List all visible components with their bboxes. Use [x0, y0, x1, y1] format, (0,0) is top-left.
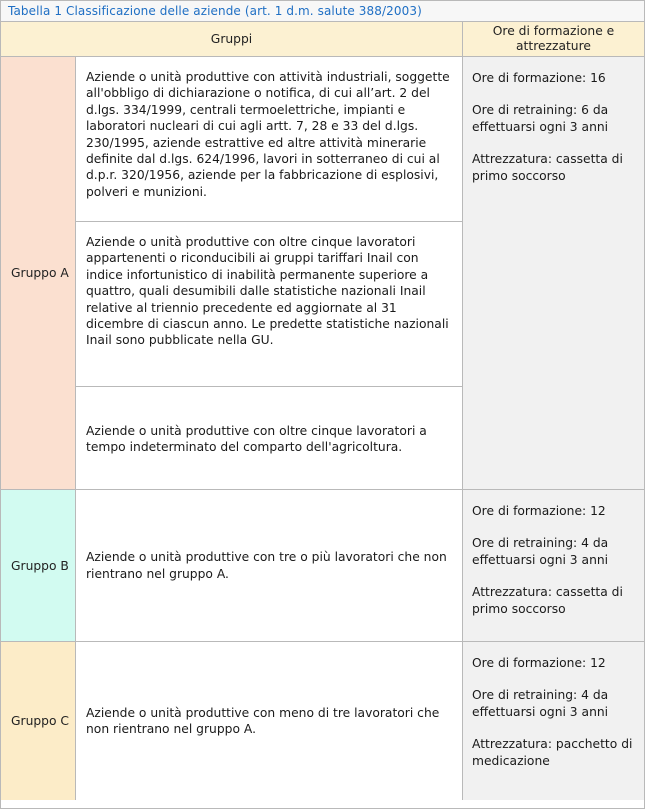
group-hours-cell-a: [463, 57, 644, 489]
group-label-c: Gruppo C: [11, 714, 70, 728]
group-label-cell-c: [1, 642, 76, 800]
group-description-column-b: [76, 490, 463, 641]
group-b-ore-retraining: Ore di retraining: 4 da effettuarsi ogni 3 anni: [472, 536, 609, 567]
group-label-cell-a: [1, 57, 76, 489]
group-c-attrezzatura: Attrezzatura: pacchetto di medicazione: [472, 737, 633, 768]
group-hours-cell-c: [463, 642, 644, 800]
table-row: [1, 642, 644, 800]
group-a-ore-retraining: Ore di retraining: 6 da effettuarsi ogni 3 anni: [472, 103, 609, 134]
group-label-cell-b: [1, 490, 76, 641]
group-description-c-1: Aziende o unità produttive con meno di tre lavoratori che non rientrano nel gruppo A.: [86, 705, 440, 736]
group-description-a-3: Aziende o unità produttive con oltre cinque lavoratori a tempo indeterminato del comparto dell'agricoltura.: [86, 423, 427, 454]
table-header-row: [1, 22, 644, 57]
table-caption-text: Tabella 1 Classificazione delle aziende (art. 1 d.m. salute 388/2003): [8, 3, 422, 18]
column-header-ore-label: Ore di formazione e attrezzature: [492, 24, 615, 53]
column-header-ore: [463, 22, 644, 56]
table-row: [1, 57, 644, 490]
group-c-ore-formazione: Ore di formazione: 12: [472, 656, 606, 670]
table-caption-bar: [1, 1, 644, 22]
column-header-gruppi-label: Gruppi: [210, 31, 253, 46]
table-row: [1, 490, 644, 642]
group-hours-cell-b: [463, 490, 644, 641]
group-description-b-1: Aziende o unità produttive con tre o più lavoratori che non rientrano nel gruppo A.: [86, 550, 447, 581]
group-a-ore-formazione: Ore di formazione: 16: [472, 71, 606, 85]
group-a-attrezzatura: Attrezzatura: cassetta di primo soccorso: [472, 152, 623, 183]
group-b-ore-formazione: Ore di formazione: 12: [472, 504, 606, 518]
column-header-gruppi: [1, 22, 463, 56]
group-description-a-1: Aziende o unità produttive con attività industriali, soggette all'obbligo di dichiarazione o notifica, di cui all’art. 2 del d.lgs. 334/1999, centrali termoelettriche, impianti e laboratori nucleari di cui agli artt. 7, 28 e 33 del d.lgs. 230/1995, aziende estrattive ed altre attività minerarie definite dal d.lgs. 624/1996, lavori in sotterraneo di cui al d.p.r. 320/1956, aziende per la fabbricazione di esplosivi, polveri e munizioni.: [76, 57, 462, 222]
group-description-column-c: [76, 642, 463, 800]
group-b-attrezzatura: Attrezzatura: cassetta di primo soccorso: [472, 585, 623, 616]
group-label-b: Gruppo B: [11, 558, 69, 573]
table-body: [1, 57, 644, 808]
group-c-ore-retraining: Ore di retraining: 4 da effettuarsi ogni 3 anni: [472, 688, 609, 719]
group-description-column-a: [76, 57, 463, 489]
group-description-a-2: Aziende o unità produttive con oltre cinque lavoratori appartenenti o riconducibili ai gruppi tariffari Inail con indice infortunistico di inabilità permanente superiore a quattro, quali desumibili dalle statistiche nazionali Inail relative al triennio precedente ed aggiornate al 31 dicembre di ciascun anno. Le predette statistiche nazionali Inail sono pubblicate nella GU.: [76, 222, 462, 387]
group-label-a: Gruppo A: [11, 266, 69, 280]
